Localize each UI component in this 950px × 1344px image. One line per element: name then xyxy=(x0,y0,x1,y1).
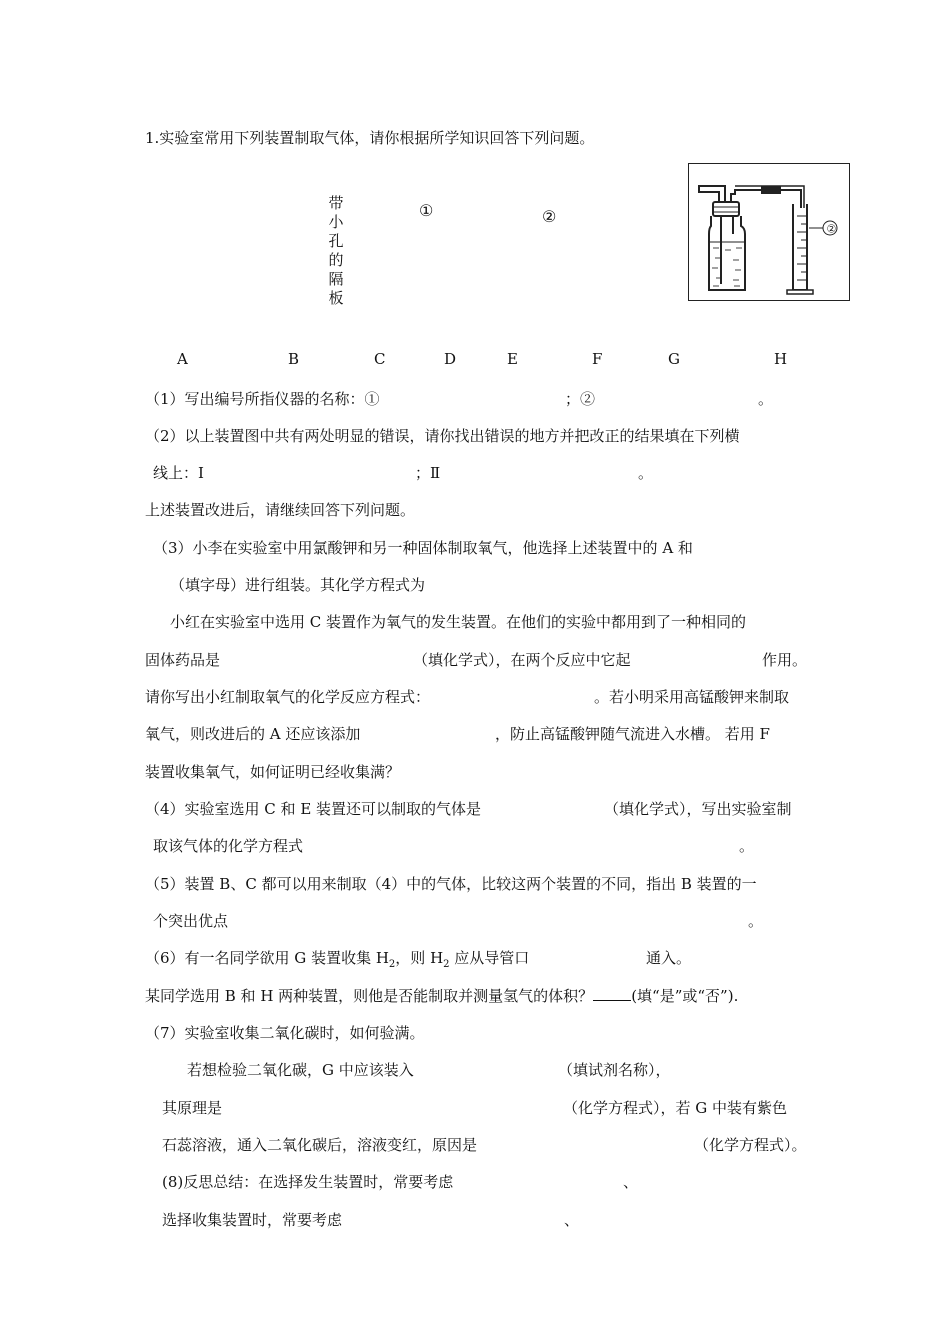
q6-sub-2: 2 xyxy=(443,959,450,970)
q2-line-start: 线上：Ⅰ xyxy=(153,464,204,482)
figure-letter-a: A xyxy=(177,350,188,368)
q5-line2: 个突出优点 xyxy=(153,912,229,930)
q3-line6a: 氧气，则改进后的 A 还应该添加 xyxy=(145,725,361,743)
q6-end: 通入。 xyxy=(646,949,692,967)
q7-line3a: 其原理是 xyxy=(162,1099,223,1117)
q6-line2-text: 某同学选用 B 和 H 两种装置，则他是否能制取并测量氢气的体积？ xyxy=(145,987,594,1005)
apparatus-h-image xyxy=(688,163,850,301)
q8-line2: 选择收集装置时，常要考虑 xyxy=(162,1211,343,1229)
q8-line2-sep: 、 xyxy=(564,1211,580,1229)
figure-letter-c: C xyxy=(374,350,386,368)
apparatus-marker-2: ② xyxy=(826,222,837,236)
q4-prompt-b: （填化学式），写出实验室制 xyxy=(604,800,792,818)
figure-letter-b: B xyxy=(288,350,300,368)
q7-prompt: （7）实验室收集二氧化碳时，如何验满。 xyxy=(145,1024,425,1042)
q5-prompt: （5）装置 B、C 都可以用来制取（4）中的气体，比较这两个装置的不同，指出 B 装置的一 xyxy=(145,875,757,893)
q6-part-c: 应从导管口 xyxy=(449,949,530,967)
q6-line2 xyxy=(145,985,738,1006)
q4-line2-end: 。 xyxy=(739,837,755,855)
q6-prompt xyxy=(145,947,529,970)
figure-vertical-label: 带小孔的隔板 xyxy=(328,194,344,307)
q4-line2: 取该气体的化学方程式 xyxy=(153,837,304,855)
figure-letter-g: G xyxy=(668,350,680,368)
q6-line2-suffix: (填“是”或“否”). xyxy=(631,987,739,1005)
q3-line6b: ，防止高锰酸钾随气流进入水槽。 若用 F xyxy=(495,725,770,743)
q1-end: 。 xyxy=(758,390,774,408)
q3-line2: （填字母）进行组装。其化学方程式为 xyxy=(170,576,426,594)
q2-prompt: （2）以上装置图中共有两处明显的错误，请你找出错误的地方并把改正的结果填在下列横 xyxy=(145,427,740,445)
q7-line2b: （填试剂名称）， xyxy=(558,1061,671,1079)
q5-line2-end: 。 xyxy=(748,912,764,930)
figure-letter-f: F xyxy=(592,350,603,368)
q2-sep: ；Ⅱ xyxy=(415,464,441,482)
q7-line4a: 石蕊溶液，通入二氧化碳后，溶液变红，原因是 xyxy=(162,1136,478,1154)
q6-part-b: ，则 H xyxy=(395,949,444,967)
q3-line7: 装置收集氧气，如何证明已经收集满？ xyxy=(145,763,401,781)
figure-marker-2: ② xyxy=(542,207,557,226)
q8-sep: 、 xyxy=(623,1173,639,1191)
q2-end: 。 xyxy=(638,464,654,482)
q3-prompt: （3）小李在实验室中用氯酸钾和另一种固体制取氧气，他选择上述装置中的 A 和 xyxy=(153,539,693,557)
q7-line3b: （化学方程式），若 G 中装有紫色 xyxy=(563,1099,788,1117)
figure-letter-e: E xyxy=(507,350,518,368)
q6-part-a: （6）有一名同学欲用 G 装置收集 H xyxy=(145,949,389,967)
q8-prompt: (8)反思总结：在选择发生装置时，常要考虑 xyxy=(162,1173,454,1191)
q4-prompt: （4）实验室选用 C 和 E 装置还可以制取的气体是 xyxy=(145,800,482,818)
figure-marker-1: ① xyxy=(419,201,434,220)
question-title: 1.实验室常用下列装置制取气体，请你根据所学知识回答下列问题。 xyxy=(145,129,595,147)
transition-text: 上述装置改进后，请继续回答下列问题。 xyxy=(145,501,416,519)
figure-letter-d: D xyxy=(444,350,457,368)
q3-line4c: 作用。 xyxy=(762,651,808,669)
q7-line4b: （化学方程式）。 xyxy=(694,1136,807,1154)
q3-line5b: 。若小明采用高锰酸钾来制取 xyxy=(594,688,790,706)
q1-sep: ；② xyxy=(565,390,596,408)
q7-line2a: 若想检验二氧化碳，G 中应该装入 xyxy=(187,1061,414,1079)
gas-bottle-graduated-cylinder-drawing xyxy=(689,164,849,300)
q3-line4b: （填化学式），在两个反应中它起 xyxy=(413,651,631,669)
q3-line4a: 固体药品是 xyxy=(145,651,221,669)
q3-line3: 小红在实验室中选用 C 装置作为氧气的发生装置。在他们的实验中都用到了一种相同的 xyxy=(170,613,747,631)
q6-answer-blank[interactable] xyxy=(593,986,631,1001)
q6-sub-1: 2 xyxy=(388,959,396,970)
figure-letter-h: H xyxy=(774,350,788,368)
q3-line5a: 请你写出小红制取氧气的化学反应方程式： xyxy=(145,688,431,706)
q1-prompt: （1）写出编号所指仪器的名称：① xyxy=(145,390,380,408)
